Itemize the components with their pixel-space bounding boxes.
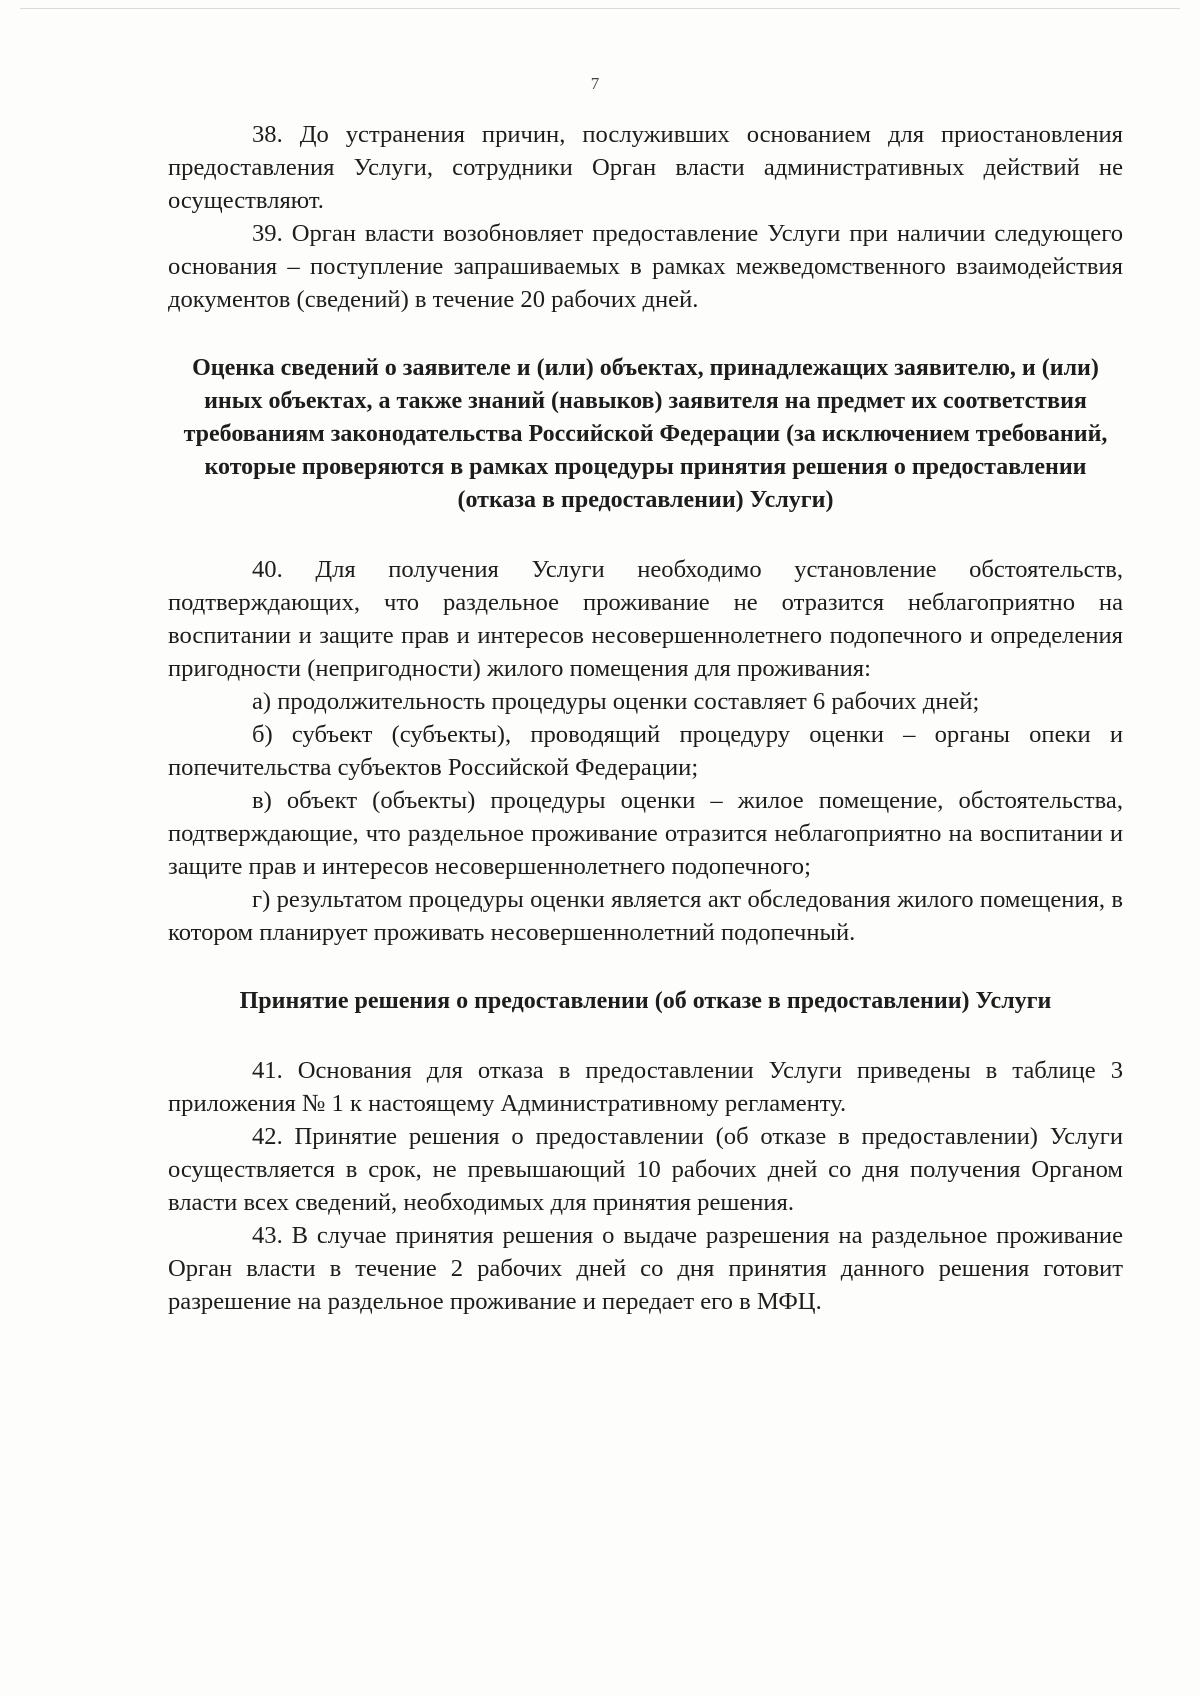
paragraph-40: 40. Для получения Услуги необходимо установление обстоятельств, подтверждающих, что раздельное проживание не отразится неблагоприятно на воспитании и защите прав и интересов несовершеннолетнего подопечного и определения пригодности (непригодности) жилого помещения для проживания: bbox=[168, 556, 1123, 682]
paragraph-43: 43. В случае принятия решения о выдаче разрешения на раздельное проживание Орган власти в течение 2 рабочих дней со дня принятия данного решения готовит разрешение на раздельное проживание и передает его в МФЦ. bbox=[168, 1222, 1123, 1315]
list-item-g: г) результатом процедуры оценки является акт обследования жилого помещения, в котором планирует проживать несовершеннолетний подопечный. bbox=[168, 886, 1123, 946]
paragraph-39: 39. Орган власти возобновляет предоставление Услуги при наличии следующего основания – поступление запрашиваемых в рамках межведомственного взаимодействия документов (сведений) в течение 20 рабочих дней. bbox=[168, 220, 1123, 313]
list-item-a: а) продолжительность процедуры оценки составляет 6 рабочих дней; bbox=[252, 688, 980, 715]
section-heading-assessment: Оценка сведений о заявителе и (или) объектах, принадлежащих заявителю, и (или) иных объектах, а также знаний (навыков) заявителя на предмет их соответствия требованиям законодательства Российской Федерации (за исключением требований, которые проверяются в рамках процедуры принятия решения о предоставлении (отказа в предоставлении) Услуги) bbox=[183, 355, 1108, 513]
document-body bbox=[168, 118, 1123, 1318]
paragraph-38: 38. До устранения причин, послуживших основанием для приостановления предоставления Услуги, сотрудники Орган власти административных действий не осуществляют. bbox=[168, 121, 1123, 214]
paragraph-41: 41. Основания для отказа в предоставлении Услуги приведены в таблице 3 приложения № 1 к настоящему Административному регламенту. bbox=[168, 1057, 1123, 1117]
section-heading-decision: Принятие решения о предоставлении (об отказе в предоставлении) Услуги bbox=[239, 988, 1052, 1014]
page-number: 7 bbox=[590, 74, 600, 93]
list-item-b: б) субъект (субъекты), проводящий процедуру оценки – органы опеки и попечительства субъектов Российской Федерации; bbox=[168, 721, 1123, 781]
paragraph-42: 42. Принятие решения о предоставлении (об отказе в предоставлении) Услуги осуществляется в срок, не превышающий 10 рабочих дней со дня получения Органом власти всех сведений, необходимых для принятия решения. bbox=[168, 1123, 1123, 1216]
list-item-v: в) объект (объекты) процедуры оценки – жилое помещение, обстоятельства, подтверждающие, что раздельное проживание отразится неблагоприятно на воспитании и защите прав и интересов несовершеннолетнего подопечного; bbox=[168, 787, 1123, 880]
scan-edge-line bbox=[20, 8, 1180, 9]
